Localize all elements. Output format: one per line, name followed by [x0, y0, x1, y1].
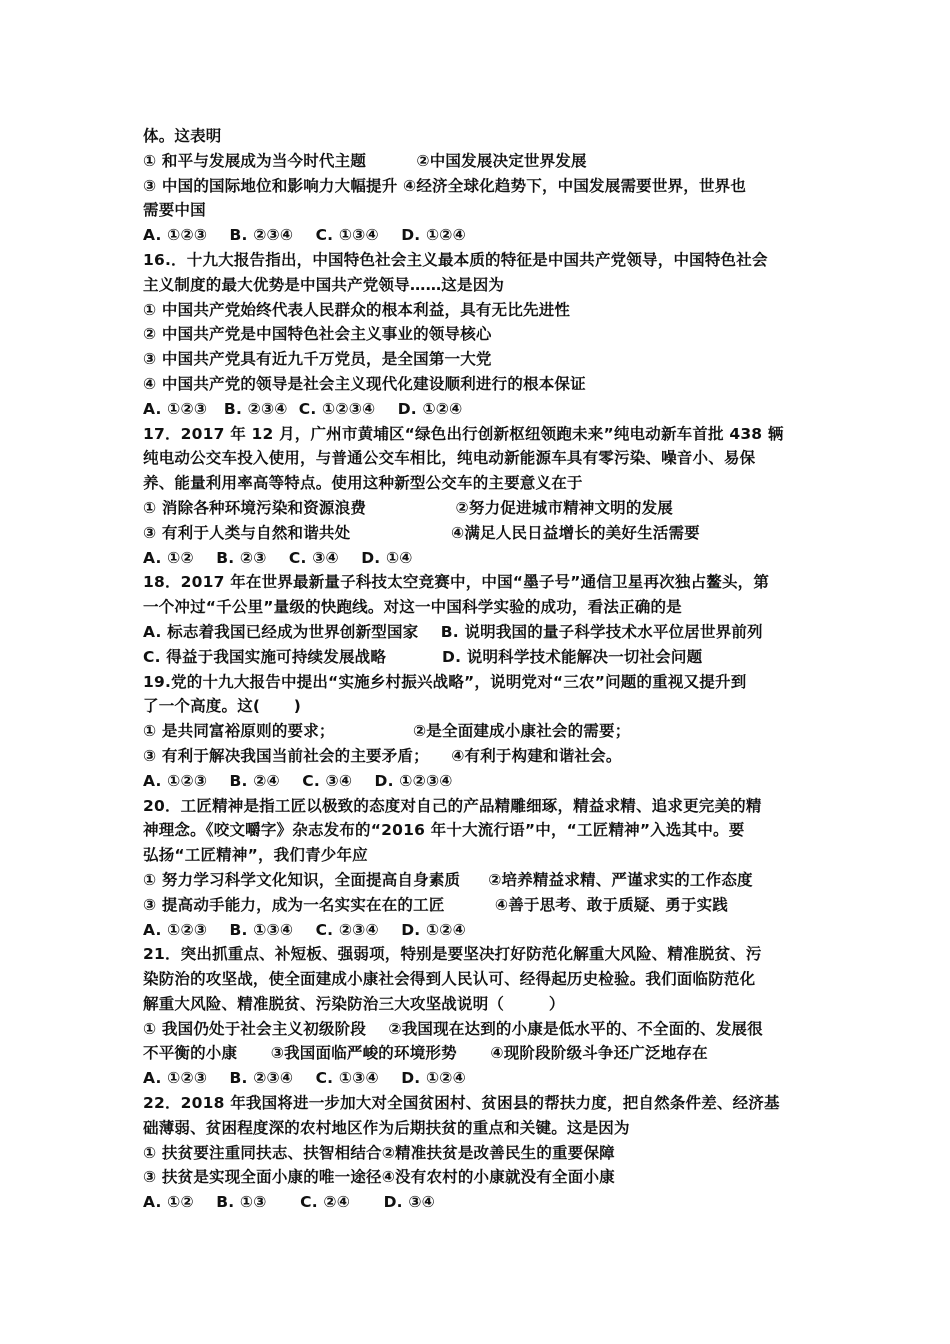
question-20: 20．工匠精神是指工匠以极致的态度对自己的产品精雕细琢，精益求精、追求更完美的精	[143, 796, 762, 815]
text-line: ① 和平与发展成为当今时代主题 ②中国发展决定世界发展	[143, 151, 587, 170]
text-line: ① 扶贫要注重同扶志、扶智相结合②精准扶贫是改善民生的重要保障	[143, 1143, 615, 1162]
text-line: 了一个高度。这( )	[143, 697, 302, 716]
text-line: ① 是共同富裕原则的要求； ②是全面建成小康社会的需要；	[143, 722, 631, 741]
answer-options: A. ①②③ B. ②④ C. ③④ D. ①②③④	[143, 771, 453, 790]
text-line: ③ 提高动手能力，成为一名实实在在的工匠 ④善于思考、敢于质疑、勇于实践	[143, 895, 729, 914]
text-line: ① 努力学习科学文化知识，全面提高自身素质 ②培养精益求精、严谨求实的工作态度	[143, 870, 753, 889]
text-line: ① 中国共产党始终代表人民群众的根本利益，具有无比先进性	[143, 300, 571, 319]
text-line: ② 中国共产党是中国特色社会主义事业的领导核心	[143, 325, 492, 344]
text-line: ① 消除各种环境污染和资源浪费 ②努力促进城市精神文明的发展	[143, 498, 673, 517]
text-line: ③ 中国共产党具有近九千万党员，是全国第一大党	[143, 350, 492, 369]
answer-options: A. ①② B. ①③ C. ②④ D. ③④	[143, 1193, 436, 1212]
text-line: 养、能量利用率高等特点。使用这种新型公交车的主要意义在于	[143, 474, 583, 493]
answer-options: A. ①②③ B. ②③④ C. ①③④ D. ①②④	[143, 1069, 466, 1088]
text-line: ③ 中国的国际地位和影响力大幅提升 ④经济全球化趋势下，中国发展需要世界，世界也	[143, 176, 747, 195]
question-16: 16.．十九大报告指出，中国特色社会主义最本质的特征是中国共产党领导，中国特色社会	[143, 250, 768, 269]
text-line: 弘扬“工匠精神”，我们青少年应	[143, 846, 368, 865]
text-line: 纯电动公交车投入使用，与普通公交车相比，纯电动新能源车具有零污染、噪音小、易保	[143, 449, 756, 468]
question-18: 18．2017 年在世界最新量子科技太空竞赛中，中国“墨子号”通信卫星再次独占鳌头，第	[143, 573, 770, 592]
answer-options: A. ①②③ B. ②③④ C. ①③④ D. ①②④	[143, 226, 466, 245]
text-line: 神理念。《咬文嚼字》杂志发布的“2016 年十大流行语”中，“工匠精神”入选其中。要	[143, 821, 745, 840]
question-22: 22．2018 年我国将进一步加大对全国贫困村、贫困县的帮扶力度，把自然条件差、经济基	[143, 1094, 780, 1113]
document-page	[143, 124, 813, 1215]
text-line: ③ 有利于解决我国当前社会的主要矛盾； ④有利于构建和谐社会。	[143, 746, 622, 765]
answer-options: A. ①②③ B. ②③④ C. ①②③④ D. ①②④	[143, 399, 463, 418]
text-line: 不平衡的小康 ③我国面临严峻的环境形势 ④现阶段阶级斗争还广泛地存在	[143, 1044, 708, 1063]
text-line: 主义制度的最大优势是中国共产党领导……这是因为	[143, 275, 505, 294]
text-line: 体。这表明	[143, 127, 222, 145]
text-line: 础薄弱、贫困程度深的农村地区作为后期扶贫的重点和关键。这是因为	[143, 1118, 630, 1137]
text-line: 解重大风险、精准脱贫、污染防治三大攻坚战说明（ ）	[143, 994, 565, 1013]
text-line: ④ 中国共产党的领导是社会主义现代化建设顺利进行的根本保证	[143, 374, 586, 393]
text-line: 需要中国	[143, 201, 206, 220]
text-line: C. 得益于我国实施可持续发展战略 D. 说明科学技术能解决一切社会问题	[143, 647, 703, 666]
text-line: 染防治的攻坚战，使全面建成小康社会得到人民认可、经得起历史检验。我们面临防范化	[143, 970, 756, 989]
text-line: ③ 有利于人类与自然和谐共处 ④满足人民日益增长的美好生活需要	[143, 523, 700, 542]
text-line: ① 我国仍处于社会主义初级阶段 ②我国现在达到的小康是低水平的、不全面的、发展很	[143, 1019, 763, 1038]
question-17: 17．2017 年 12 月，广州市黄埔区“绿色出行创新枢纽领跑未来”纯电动新车首批 438 辆	[143, 424, 784, 443]
answer-options: A. ①②③ B. ①③④ C. ②③④ D. ①②④	[143, 920, 466, 939]
text-line: 一个冲过“千公里”量级的快跑线。对这一中国科学实验的成功，看法正确的是	[143, 598, 682, 617]
text-line: ③ 扶贫是实现全面小康的唯一途径④没有农村的小康就没有全面小康	[143, 1168, 615, 1187]
answer-options: A. ①② B. ②③ C. ③④ D. ①④	[143, 548, 413, 567]
question-19: 19.党的十九大报告中提出“实施乡村振兴战略”，说明党对“三农”问题的重视又提升到	[143, 672, 747, 691]
question-21: 21．突出抓重点、补短板、强弱项，特别是要坚决打好防范化解重大风险、精准脱贫、污	[143, 945, 762, 964]
text-line: A. 标志着我国已经成为世界创新型国家 B. 说明我国的量子科学技术水平位居世界前列	[143, 622, 763, 641]
